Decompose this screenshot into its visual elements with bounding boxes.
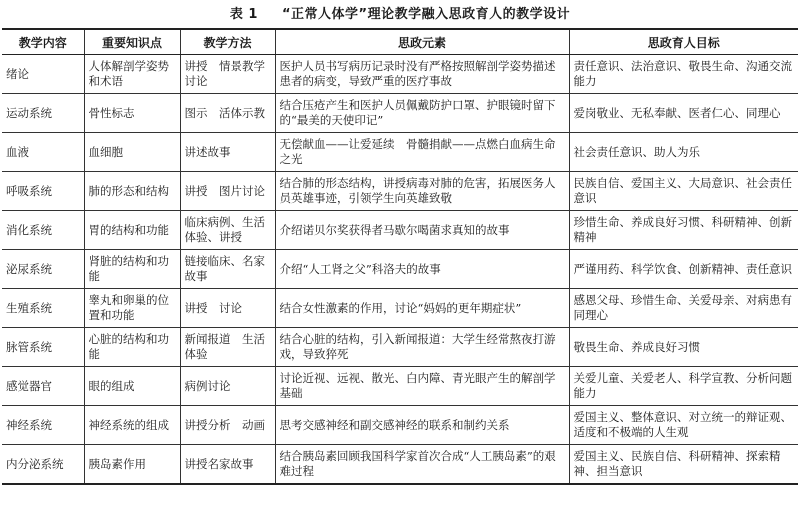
cell-content: 血液 — [2, 133, 84, 172]
cell-goal: 责任意识、法治意识、敬畏生命、沟通交流能力 — [569, 55, 798, 94]
table-row — [2, 250, 798, 289]
cell-key-point: 肾脏的结构和功能 — [84, 250, 180, 289]
table-row — [2, 328, 798, 367]
table-row — [2, 172, 798, 211]
table-number: 表 1 — [229, 7, 258, 22]
cell-method: 讲授分析 动画 — [180, 406, 275, 445]
cell-goal: 严谨用药、科学饮食、创新精神、责任意识 — [569, 250, 798, 289]
cell-content: 脉管系统 — [2, 328, 84, 367]
header-education-goals: 思政育人目标 — [569, 29, 798, 55]
table-caption — [2, 6, 798, 28]
table-header — [2, 29, 798, 55]
cell-key-point: 心脏的结构和功能 — [84, 328, 180, 367]
cell-element: 结合胰岛素回顾我国科学家首次合成“人工胰岛素”的艰难过程 — [275, 445, 569, 485]
table-row — [2, 94, 798, 133]
cell-content: 感觉器官 — [2, 367, 84, 406]
cell-element: 结合压疮产生和医护人员佩戴防护口罩、护眼镜时留下的“最美的天使印记” — [275, 94, 569, 133]
cell-key-point: 眼的组成 — [84, 367, 180, 406]
cell-goal: 社会责任意识、助人为乐 — [569, 133, 798, 172]
table-body — [2, 55, 798, 485]
cell-goal: 爱国主义、民族自信、科研精神、探索精神、担当意识 — [569, 445, 798, 485]
cell-method: 链接临床、名家故事 — [180, 250, 275, 289]
table-row — [2, 211, 798, 250]
cell-key-point: 神经系统的组成 — [84, 406, 180, 445]
header-row — [2, 29, 798, 55]
cell-content: 消化系统 — [2, 211, 84, 250]
cell-content: 泌尿系统 — [2, 250, 84, 289]
cell-key-point: 肺的形态和结构 — [84, 172, 180, 211]
cell-key-point: 血细胞 — [84, 133, 180, 172]
header-ideological-elements: 思政元素 — [275, 29, 569, 55]
cell-element: 讨论近视、远视、散光、白内障、青光眼产生的解剖学基础 — [275, 367, 569, 406]
cell-goal: 感恩父母、珍惜生命、关爱母亲、对病患有同理心 — [569, 289, 798, 328]
cell-element: 结合肺的形态结构，讲授病毒对肺的危害，拓展医务人员英雄事迹，引领学生向英雄致敬 — [275, 172, 569, 211]
cell-key-point: 胃的结构和功能 — [84, 211, 180, 250]
cell-goal: 爱国主义、整体意识、对立统一的辩证观、适度和不极端的人生观 — [569, 406, 798, 445]
cell-key-point: 胰岛素作用 — [84, 445, 180, 485]
cell-goal: 爱岗敬业、无私奉献、医者仁心、同理心 — [569, 94, 798, 133]
cell-element: 介绍“人工肾之父”科洛夫的故事 — [275, 250, 569, 289]
cell-key-point: 骨性标志 — [84, 94, 180, 133]
cell-goal: 敬畏生命、养成良好习惯 — [569, 328, 798, 367]
table-row — [2, 289, 798, 328]
cell-content: 呼吸系统 — [2, 172, 84, 211]
table-title: “正常人体学”理论教学融入思政育人的教学设计 — [282, 7, 571, 22]
header-key-points: 重要知识点 — [84, 29, 180, 55]
table-row — [2, 445, 798, 485]
cell-content: 内分泌系统 — [2, 445, 84, 485]
header-teaching-method: 教学方法 — [180, 29, 275, 55]
cell-content: 生殖系统 — [2, 289, 84, 328]
cell-method: 图示 活体示教 — [180, 94, 275, 133]
cell-method: 讲授 图片讨论 — [180, 172, 275, 211]
cell-element: 无偿献血——让爱延续 骨髓捐献——点燃白血病生命之光 — [275, 133, 569, 172]
cell-content: 运动系统 — [2, 94, 84, 133]
cell-content: 绪论 — [2, 55, 84, 94]
header-teaching-content: 教学内容 — [2, 29, 84, 55]
cell-method: 讲授名家故事 — [180, 445, 275, 485]
cell-key-point: 睾丸和卵巢的位置和功能 — [84, 289, 180, 328]
cell-goal: 民族自信、爱国主义、大局意识、社会责任意识 — [569, 172, 798, 211]
table-row — [2, 55, 798, 94]
teaching-design-table — [2, 28, 798, 485]
cell-key-point: 人体解剖学姿势和术语 — [84, 55, 180, 94]
cell-method: 讲授 情景教学讨论 — [180, 55, 275, 94]
cell-goal: 关爱儿童、关爱老人、科学宣教、分析问题能力 — [569, 367, 798, 406]
cell-method: 讲授 讨论 — [180, 289, 275, 328]
cell-element: 医护人员书写病历记录时没有严格按照解剖学姿势描述患者的病变，导致严重的医疗事故 — [275, 55, 569, 94]
table-row — [2, 406, 798, 445]
table-row — [2, 133, 798, 172]
cell-element: 结合女性激素的作用，讨论“妈妈的更年期症状” — [275, 289, 569, 328]
cell-goal: 珍惜生命、养成良好习惯、科研精神、创新精神 — [569, 211, 798, 250]
cell-element: 结合心脏的结构，引入新闻报道：大学生经常熬夜打游戏，导致猝死 — [275, 328, 569, 367]
table-row — [2, 367, 798, 406]
cell-method: 新闻报道 生活体验 — [180, 328, 275, 367]
cell-element: 思考交感神经和副交感神经的联系和制约关系 — [275, 406, 569, 445]
cell-element: 介绍诺贝尔奖获得者马歇尔喝菌求真知的故事 — [275, 211, 569, 250]
cell-method: 讲述故事 — [180, 133, 275, 172]
cell-method: 临床病例、生活体验、讲授 — [180, 211, 275, 250]
cell-method: 病例讨论 — [180, 367, 275, 406]
cell-content: 神经系统 — [2, 406, 84, 445]
